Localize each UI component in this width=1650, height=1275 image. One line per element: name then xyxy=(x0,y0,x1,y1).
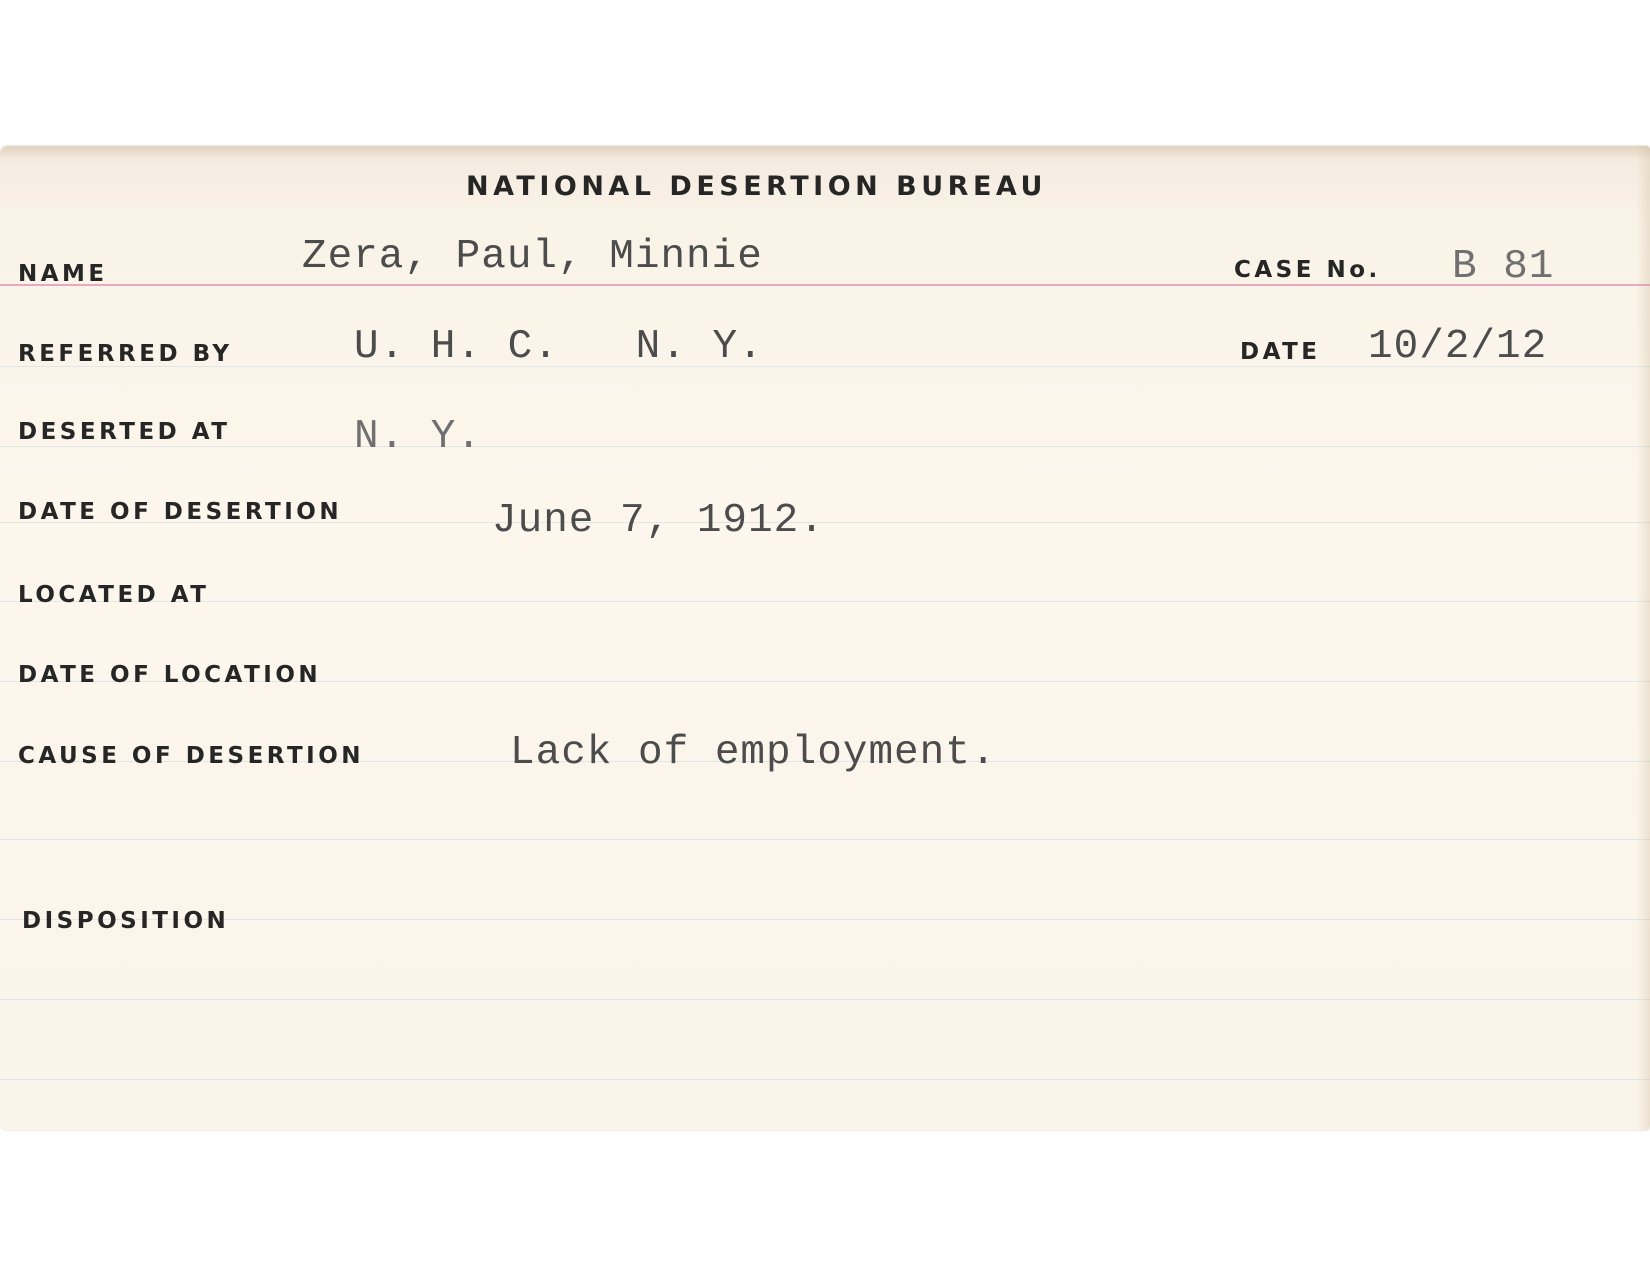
cause-of-desertion-value: Lack of employment. xyxy=(510,730,997,776)
date-of-location-label: DATE OF LOCATION xyxy=(18,662,322,688)
case-no-label: CASE No. xyxy=(1234,257,1381,283)
deserted-at-value: N. Y. xyxy=(354,414,483,460)
date-of-desertion-value: June 7, 1912. xyxy=(492,498,825,544)
date-label: DATE xyxy=(1240,339,1321,365)
disposition-label: DISPOSITION xyxy=(22,908,230,934)
index-card xyxy=(0,146,1650,1130)
case-no-value: B 81 xyxy=(1452,244,1555,290)
rule-line xyxy=(0,1079,1650,1080)
located-at-label: LOCATED AT xyxy=(18,582,210,608)
date-of-desertion-label: DATE OF DESERTION xyxy=(18,499,343,525)
rule-line xyxy=(0,999,1650,1000)
cause-of-desertion-label: CAUSE OF DESERTION xyxy=(18,743,365,769)
name-label: NAME xyxy=(18,261,108,287)
rule-line xyxy=(0,601,1650,602)
red-rule-line xyxy=(0,284,1650,286)
rule-line xyxy=(0,839,1650,840)
referred-by-label: REFERRED BY xyxy=(18,341,233,367)
deserted-at-label: DESERTED AT xyxy=(18,419,231,445)
rule-line xyxy=(0,919,1650,920)
card-title: NATIONAL DESERTION BUREAU xyxy=(466,171,1047,202)
name-value: Zera, Paul, Minnie xyxy=(302,234,763,280)
referred-by-value: U. H. C. N. Y. xyxy=(354,324,764,370)
rule-line xyxy=(0,446,1650,447)
date-value: 10/2/12 xyxy=(1368,324,1548,370)
